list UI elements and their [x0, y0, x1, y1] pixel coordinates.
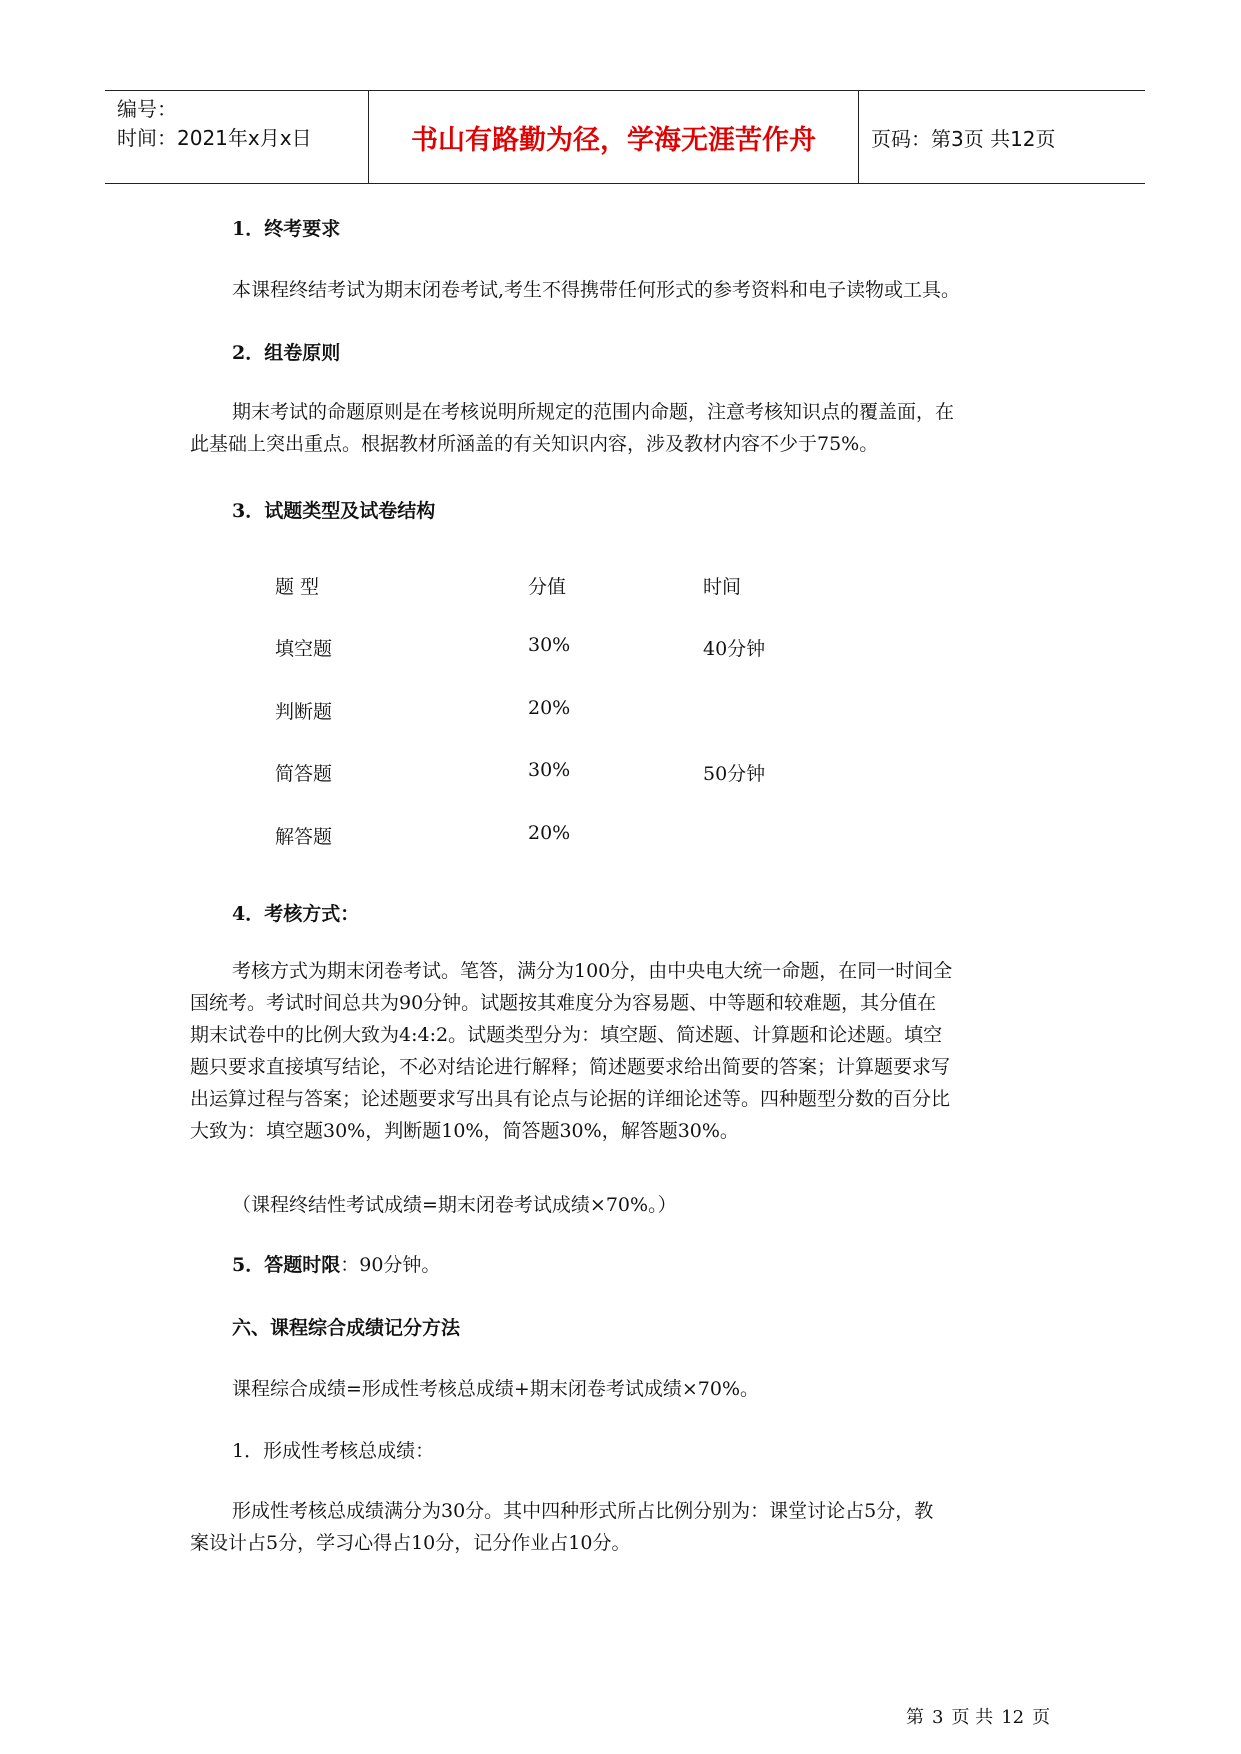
footer-mid: 页 共 [951, 1707, 994, 1728]
section-2-paragraph [190, 396, 1060, 460]
section-1-text: 本课程终结考试为期末闭卷考试,考生不得携带任何形式的参考资料和电子读物或工具。 [232, 279, 961, 301]
paragraph-line: 国统考。考试时间总共为90分钟。试题按其难度分为容易题、中等题和较难题，其分值在 [190, 992, 937, 1014]
table-cell: 简答题 [275, 763, 333, 785]
section-6-text: 课程综合成绩=形成性考核总成绩+期末闭卷考试成绩×70%。 [232, 1378, 759, 1400]
section-1-title: 1．终考要求 [232, 218, 341, 240]
table-cell: 30% [528, 634, 571, 656]
paragraph-line: 形成性考核总成绩满分为30分。其中四种形式所占比例分别为：课堂讨论占5分，教 [232, 1500, 934, 1522]
page-header [105, 90, 1145, 184]
table-cell: 40分钟 [703, 638, 766, 660]
table-cell: 20% [528, 697, 571, 719]
section-4-note: （课程终结性考试成绩=期末闭卷考试成绩×70%。） [232, 1194, 677, 1216]
header-divider [858, 91, 859, 183]
footer-prefix: 第 [906, 1707, 924, 1728]
paragraph-line: 大致为：填空题30%，判断题10%，简答题30%，解答题30%。 [190, 1120, 739, 1142]
table-header-score: 分值 [528, 576, 567, 598]
footer-suffix: 页 [1032, 1707, 1051, 1728]
section-5-value: ：90分钟。 [340, 1254, 441, 1276]
header-meta [117, 95, 312, 153]
table-header-time: 时间 [703, 576, 742, 598]
section-6-subtitle: 1．形成性考核总成绩： [232, 1440, 435, 1462]
section-6-title: 六、课程综合成绩记分方法 [232, 1317, 461, 1339]
section-3-title: 3．试题类型及试卷结构 [232, 500, 436, 522]
footer-page: 3 [932, 1707, 944, 1728]
section-4-title: 4．考核方式： [232, 903, 360, 925]
section-5 [232, 1250, 440, 1277]
section-4-paragraph [190, 955, 1060, 1147]
table-cell: 30% [528, 759, 571, 781]
section-2-title: 2．组卷原则 [232, 342, 341, 364]
section-6-paragraph [190, 1495, 1060, 1559]
paragraph-line: 案设计占5分，学习心得占10分，记分作业占10分。 [190, 1532, 631, 1554]
table-cell: 50分钟 [703, 763, 766, 785]
table-cell: 解答题 [275, 826, 333, 848]
header-page-label: 页码：第3页 共12页 [871, 126, 1056, 151]
paragraph-line: 期末考试的命题原则是在考核说明所规定的范围内命题，注意考核知识点的覆盖面，在 [232, 401, 955, 423]
table-cell: 填空题 [275, 638, 333, 660]
footer-total: 12 [1001, 1707, 1025, 1728]
page-footer [906, 1703, 1058, 1729]
table-cell: 判断题 [275, 701, 333, 723]
table-cell: 20% [528, 822, 571, 844]
paragraph-line: 出运算过程与答案；论述题要求写出具有论点与论据的详细论述等。四种题型分数的百分比 [190, 1088, 951, 1110]
paragraph-line: 题只要求直接填写结论，不必对结论进行解释；简述题要求给出简要的答案；计算题要求写 [190, 1056, 951, 1078]
paragraph-line: 此基础上突出重点。根据教材所涵盖的有关知识内容，涉及教材内容不少于75%。 [190, 433, 879, 455]
section-5-title: 5．答题时限 [232, 1254, 341, 1276]
table-header-type: 题 型 [275, 576, 320, 598]
header-motto: 书山有路勤为径，学海无涯苦作舟 [411, 124, 816, 156]
number-label: 编号： [117, 97, 177, 121]
date-label: 时间：2021年x月x日 [117, 126, 312, 150]
paragraph-line: 期末试卷中的比例大致为4:4:2。试题类型分为：填空题、简述题、计算题和论述题。填空 [190, 1024, 943, 1046]
paragraph-line: 考核方式为期末闭卷考试。笔答，满分为100分，由中央电大统一命题，在同一时间全 [232, 960, 953, 982]
